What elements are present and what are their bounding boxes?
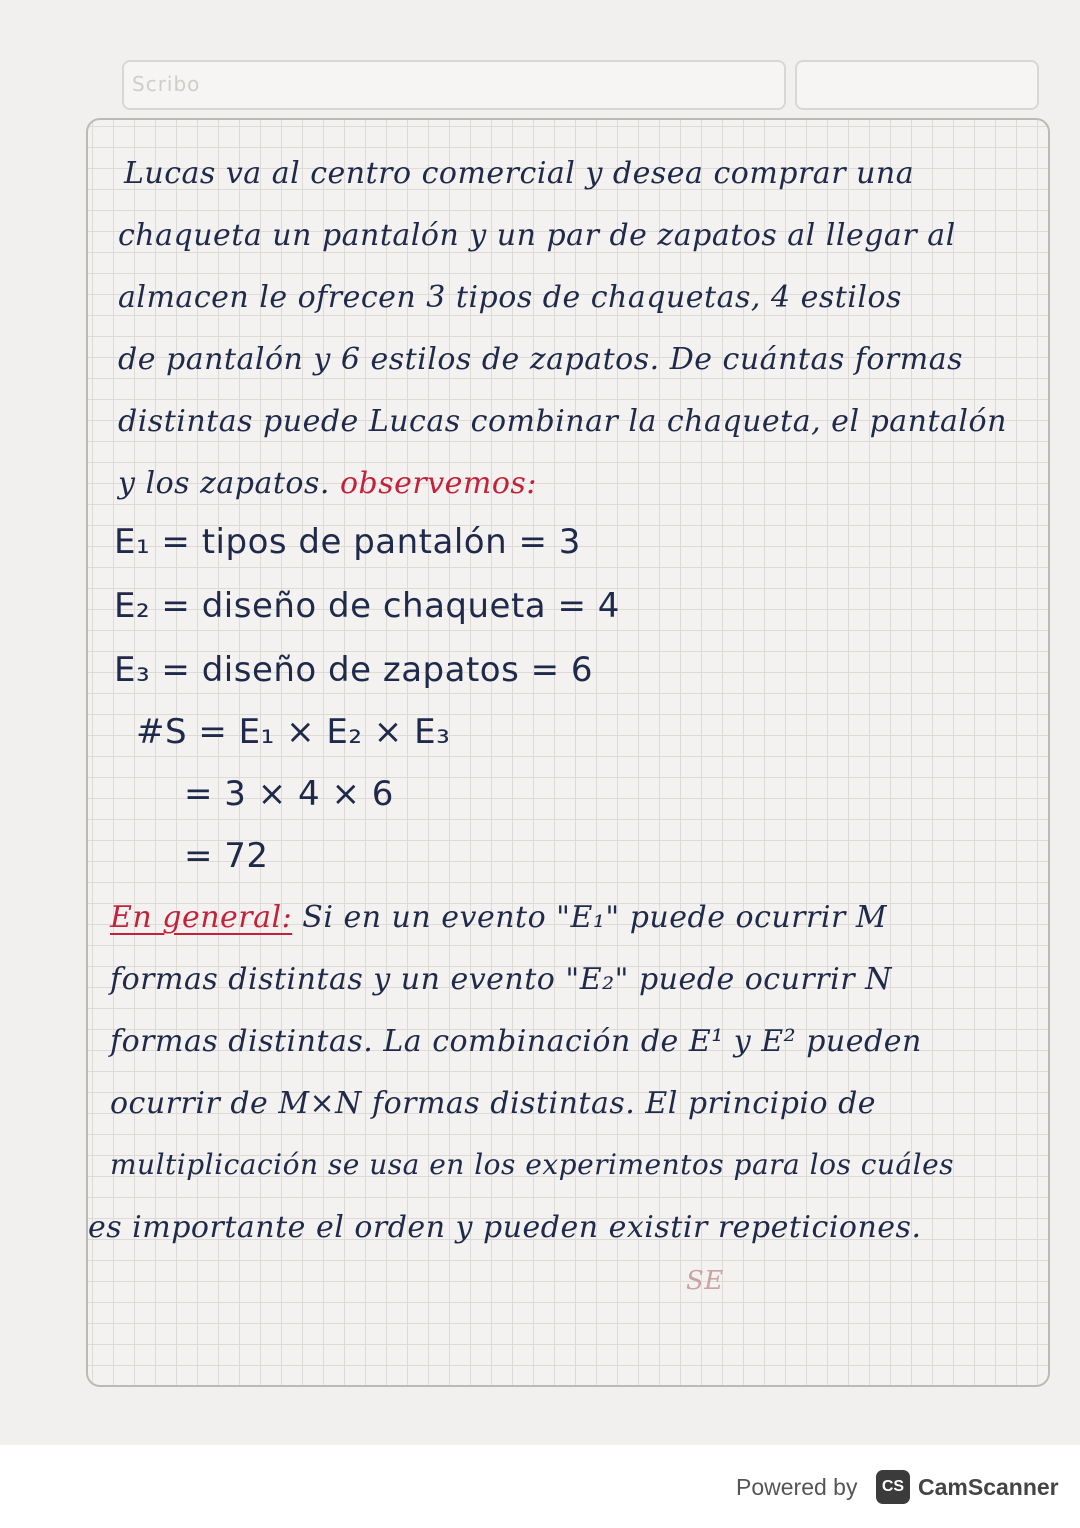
general-line-1 [110,900,887,935]
problem-line-1: Lucas va al centro comercial y desea comprar una [124,156,915,191]
problem-line-6-text: y los zapatos. [118,466,330,501]
observation-label: observemos: [339,466,537,501]
general-heading: En general: [110,900,293,935]
calculation-result: = 72 [184,836,269,876]
calculation-step: = 3 × 4 × 6 [184,774,394,814]
header-date-box [795,60,1039,110]
formula-line: #S = E₁ × E₂ × E₃ [136,712,451,752]
general-line-6: es importante el orden y pueden existir repeticiones. [88,1210,922,1245]
camscanner-brand: CamScanner [918,1474,1059,1500]
general-line-4: ocurrir de M×N formas distintas. El principio de [110,1086,877,1121]
problem-line-4: de pantalón y 6 estilos de zapatos. De cuántas formas [118,342,963,377]
event-3-line: E₃ = diseño de zapatos = 6 [114,650,594,690]
problem-line-2: chaqueta un pantalón y un par de zapatos al llegar al [118,218,956,253]
problem-line-6 [118,466,537,501]
powered-by-text: Powered by [736,1474,858,1500]
general-line-3: formas distintas. La combinación de E¹ y E² pueden [110,1024,922,1059]
signature: SE [686,1266,724,1296]
header-bar [122,60,786,110]
grid-page [86,118,1050,1387]
problem-line-5: distintas puede Lucas combinar la chaqueta, el pantalón [118,404,1007,439]
general-line-5: multiplicación se usa en los experimentos para los cuáles [110,1148,955,1181]
event-2-line: E₂ = diseño de chaqueta = 4 [114,586,620,626]
header-label: Scribo [132,72,201,96]
problem-line-3: almacen le ofrecen 3 tipos de chaquetas, 4 estilos [118,280,902,315]
general-line-1-text: Si en un evento "E₁" puede ocurrir M [302,900,888,935]
general-line-2: formas distintas y un evento "E₂" puede ocurrir N [110,962,892,997]
event-1-line: E₁ = tipos de pantalón = 3 [114,522,581,562]
camscanner-logo-icon: CS [876,1470,910,1504]
